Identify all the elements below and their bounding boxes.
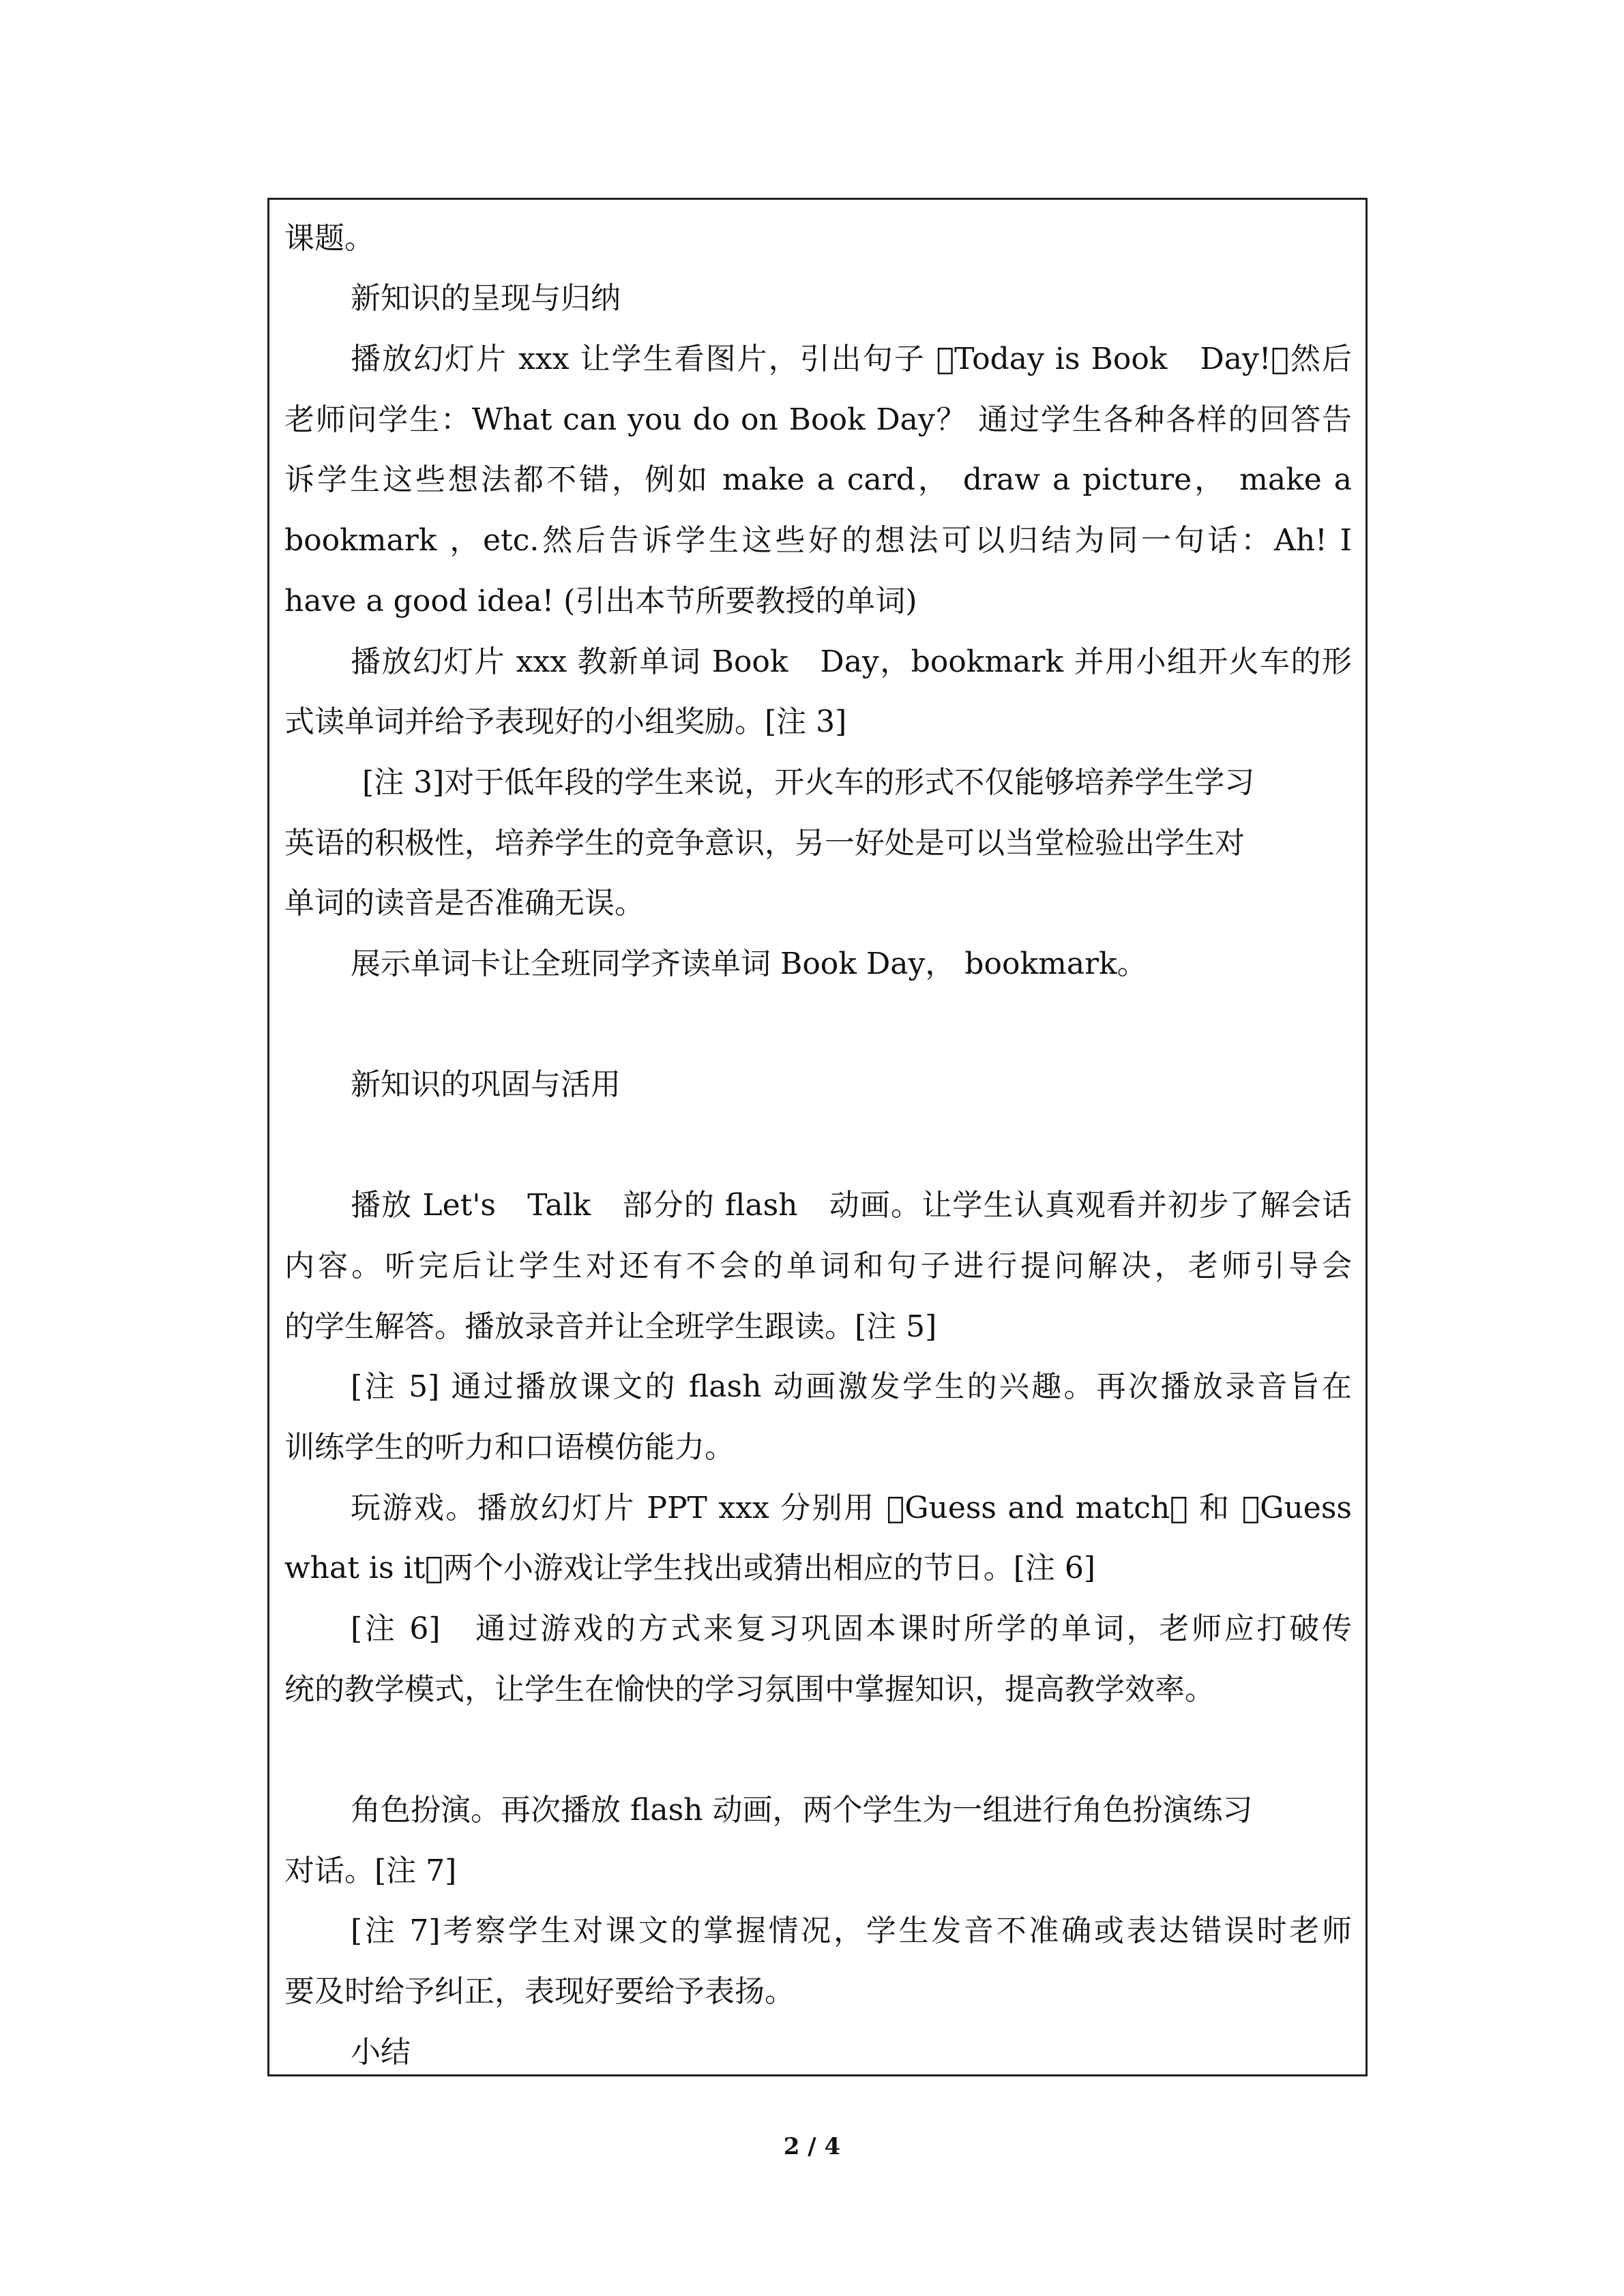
text-line: 老师问学生：What can you do on Book Day？ 通过学生各种各样的回答告 [284,402,1352,437]
note-line: [注 5] 通过播放课文的 flash 动画激发学生的兴趣。再次播放录音旨在 [351,1369,1352,1404]
note-line: [注 6] 通过游戏的方式来复习巩固本课时所学的单词，老师应打破传 [351,1611,1352,1646]
note-line: 统的教学模式，让学生在愉快的学习氛围中掌握知识，提高教学效率。 [284,1672,1215,1707]
text-line: 播放幻灯片 xxx 教新单词 Book Day，bookmark 并用小组开火车的形 [351,644,1352,679]
note-line: 训练学生的听力和口语模仿能力。 [284,1430,735,1465]
note-line: 英语的积极性，培养学生的竞争意识，另一好处是可以当堂检验出学生对 [284,826,1245,861]
text-line: what is it 两个小游戏让学生找出或猜出相应的节日。[注 6] [284,1551,1096,1585]
text-line: 的学生解答。播放录音并让全班学生跟读。[注 5] [284,1309,937,1344]
note-line: 要及时给予纠正，表现好要给予表扬。 [284,1974,795,2009]
note-line: [注 3]对于低年段的学生来说，开火车的形式不仅能够培养学生学习 [362,765,1255,800]
text-line: 玩游戏。播放幻灯片 PPT xxx 分别用  Guess and match  和  Guess [351,1491,1352,1525]
section-heading: 小结 [351,2035,411,2070]
text-line: 播放 Let's Talk 部分的 flash 动画。让学生认真观看并初步了解会话 [351,1188,1352,1223]
text-line: 角色扮演。再次播放 flash 动画，两个学生为一组进行角色扮演练习 [351,1793,1253,1828]
text-line: bookmark ，etc.然后告诉学生这些好的想法可以归结为同一句话：Ah! I [284,523,1352,558]
text-line: 播放幻灯片 xxx 让学生看图片，引出句子  Today is Book Day! 然后 [351,342,1352,376]
note-line: 单词的读音是否准确无误。 [284,886,645,921]
text-line: 内容。听完后让学生对还有不会的单词和句子进行提问解决，老师引导会 [284,1249,1352,1283]
note-line: [注 7]考察学生对课文的掌握情况，学生发音不准确或表达错误时老师 [351,1913,1352,1948]
text-line: 对话。[注 7] [284,1853,457,1888]
section-heading: 新知识的巩固与活用 [351,1067,621,1102]
text-line: 展示单词卡让全班同学齐读单词 Book Day， bookmark。 [351,946,1147,981]
text-line: 诉学生这些想法都不错，例如 make a card， draw a picture， make a [284,462,1352,497]
section-heading: 新知识的呈现与归纳 [351,281,621,316]
text-line: 式读单词并给予表现好的小组奖励。[注 3] [284,704,847,739]
text-line: have a good idea! (引出本节所要教授的单词) [284,584,917,618]
page-number: 2 / 4 [783,2133,841,2160]
text-line: 课题。 [284,221,374,256]
